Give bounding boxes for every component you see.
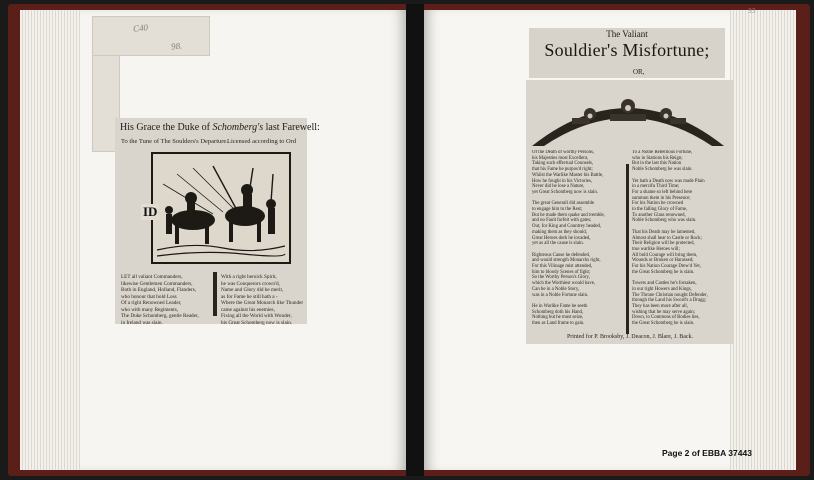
left-ballad-licensed: Licensed according to Ord bbox=[227, 138, 297, 145]
right-ballad-or: OR, bbox=[633, 68, 645, 76]
left-ballad-column-1: LET all valiant Commanders, likewise Gentlemen Commanders, Both in England, Holland, Flanders, who honour that bold Loss Of a right Renowned Leader, who with many Regiments, The Duke Schomberg, gentle Reader, in Ireland was slain. bbox=[121, 274, 199, 326]
right-ballad-column-1: Of the Death of worthy Persons, his Majesties most Excellent, Taking such effectual Counsels, that his Fame he purpos'd right; Whilst the Warlike Master his Battle, How he fought in his Victories, Never did he lose a Nature, yet Great Schomberg now is slain. The great Generall did assemble to engage him to the Rest; But he made them quake and tremble, and no Fault forfeit with gates; Out, for King and Countrey headed, making them as they should, Great Heroes doth he invaded, yet as all the cause is slain. Righteous Cause he defended, and would strength Monarchs right, For this Vilinage mist attended, him to bloody Scenes of fight; So the Worthy Person's Glory, which the Worthiest would have, Can be in a Noble Story, was in a Noble Fortune slain. He in Warlike Fame he seeth Schomberg doth his Hand, Nothing but he must seize, then as Land frame to gain. bbox=[532, 150, 605, 327]
left-ballad-divider bbox=[213, 272, 217, 316]
scrap-note-number: 98. bbox=[170, 40, 183, 52]
printer-imprint: Printed for P. Brooksby, J. Deacon, J. Blare, J. Back. bbox=[566, 334, 694, 340]
page-caption: Page 2 of EBBA 37443 bbox=[662, 448, 752, 458]
scrap-note-text: C40 bbox=[132, 22, 149, 34]
handwritten-scrap bbox=[92, 16, 210, 56]
arch-woodcut bbox=[530, 84, 726, 148]
right-ballad-sheet bbox=[529, 28, 725, 344]
left-ballad-tune: To the Tune of The Soulders's Departure. bbox=[121, 138, 228, 145]
right-ballad-title: Souldier's Misfortune; bbox=[544, 40, 710, 60]
woodcut-illustration bbox=[151, 152, 291, 264]
page-folio-mark: 33 bbox=[748, 8, 756, 15]
woodcut-id-label: ID bbox=[143, 204, 158, 219]
right-page-edges bbox=[728, 10, 796, 470]
right-ballad-divider bbox=[626, 164, 629, 334]
left-ballad-column-2: With a right heroick Spirit, he was Conquerors crown'd, Name and Glory did he merit, as for Fame he still hath a - Where the Great Monarch like Thunder came against his enemies, Fixing all the World with Wonder, his Great Schomberg now is slain. bbox=[221, 274, 304, 326]
right-ballad-body bbox=[526, 80, 734, 344]
right-ballad-the-valiant: The Valiant bbox=[606, 29, 648, 39]
book-gutter bbox=[406, 4, 424, 476]
left-ballad-title: His Grace the Duke of Schomberg's last Farewell: bbox=[120, 122, 320, 133]
right-ballad-header bbox=[529, 28, 725, 78]
right-ballad-column-2: To a Noble Rebellious Fortune, who in Stations his Reign; But in the last this Nation Noble Schomberg he was slain. Yet hath a Death now was made Plain in a mercifu Third Time; For a shame so left behind here summon them in his Presence; For his Nation be crowned in the falling Glory of Fame, To another Glass renowned, Noble Schomberg who was slain. That his Death may be lamented, Almost shall hear to Castle or Rock; Their Religion will be protected, true warlike Heroes will; All bold Courage will bring them, Wounds or Broken or Harassed; For his Nation Courage Drew'd Yet, the Great Schomberg he is slain. Towers and Castles he's forsaken, in our right Howers and Kings, The Throne Christian nought Defender, through the Land his Sword's a Dragg; They has been more after all, wishing that he may serve again; Down, to Commons of Bodies lies, the Great Schomberg he is slain. bbox=[632, 150, 708, 327]
left-ballad-sheet bbox=[115, 118, 320, 326]
